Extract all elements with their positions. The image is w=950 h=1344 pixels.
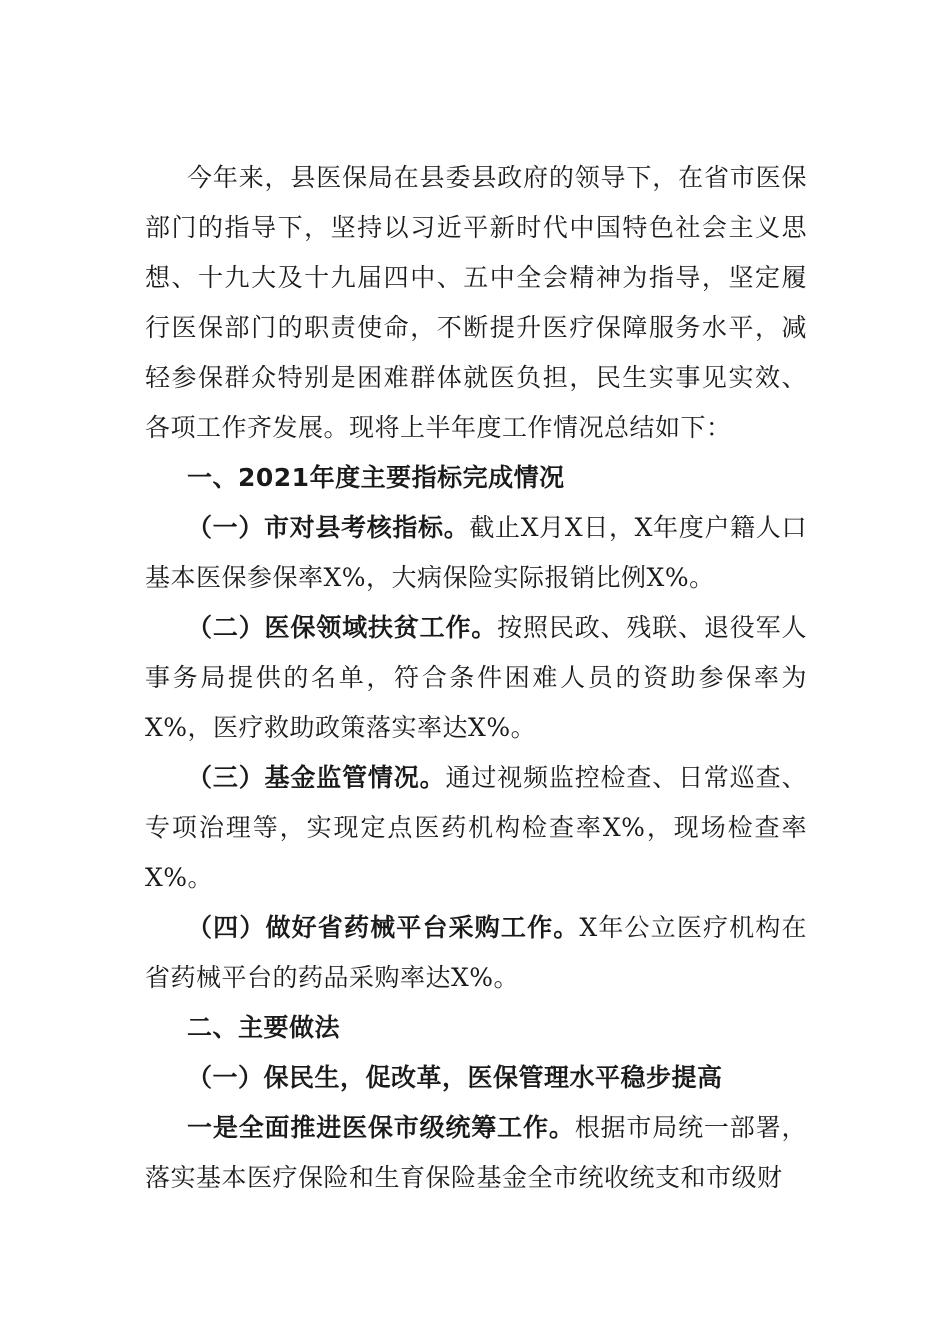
measure-1-text: 根据市局统一部署，落实基本医疗保险和生育保险基金全市统收统支和市级财 <box>145 1113 807 1192</box>
indicator-paragraph-4 <box>145 903 807 1003</box>
indicator-3-text: 通过视频监控检查、日常巡查、专项治理等，实现定点医药机构检查率X%，现场检查率X%。 <box>145 763 807 892</box>
indicator-2-lead: （二）医保领域扶贫工作。 <box>187 613 498 642</box>
indicator-3-lead: （三）基金监管情况。 <box>187 763 446 792</box>
section-heading-2 <box>145 1003 807 1053</box>
intro-text: 今年来，县医保局在县委县政府的领导下，在省市医保部门的指导下，坚持以习近平新时代中国特色社会主义思想、十九大及十九届四中、五中全会精神为指导，坚定履行医保部门的职责使命，不断提升医疗保障服务水平，减轻参保群众特别是困难群体就医负担，民生实事见实效、各项工作齐发展。现将上半年度工作情况总结如下： <box>145 163 807 442</box>
section-heading-2-text: 二、主要做法 <box>187 1013 341 1042</box>
subsection-heading-1 <box>145 1053 807 1103</box>
indicator-1-text: 截止X月X日，X年度户籍人口基本医保参保率X%，大病保险实际报销比例X%。 <box>145 513 807 592</box>
indicator-4-text: X年公立医疗机构在省药械平台的药品采购率达X%。 <box>145 913 807 992</box>
measure-paragraph-1 <box>145 1103 807 1203</box>
section-heading-1-text: 一、2021年度主要指标完成情况 <box>187 463 565 492</box>
intro-paragraph <box>145 153 807 453</box>
indicator-2-text: 按照民政、残联、退役军人事务局提供的名单，符合条件困难人员的资助参保率为X%，医疗救助政策落实率达X%。 <box>145 613 807 742</box>
document-body <box>145 153 807 1203</box>
section-heading-1 <box>145 453 807 503</box>
indicator-paragraph-2 <box>145 603 807 753</box>
indicator-1-lead: （一）市对县考核指标。 <box>187 513 470 542</box>
indicator-4-lead: （四）做好省药械平台采购工作。 <box>187 913 580 942</box>
indicator-paragraph-1 <box>145 503 807 603</box>
indicator-paragraph-3 <box>145 753 807 903</box>
subsection-heading-1-text: （一）保民生，促改革，医保管理水平稳步提高 <box>187 1063 723 1092</box>
measure-1-lead: 一是全面推进医保市级统筹工作。 <box>187 1113 575 1142</box>
